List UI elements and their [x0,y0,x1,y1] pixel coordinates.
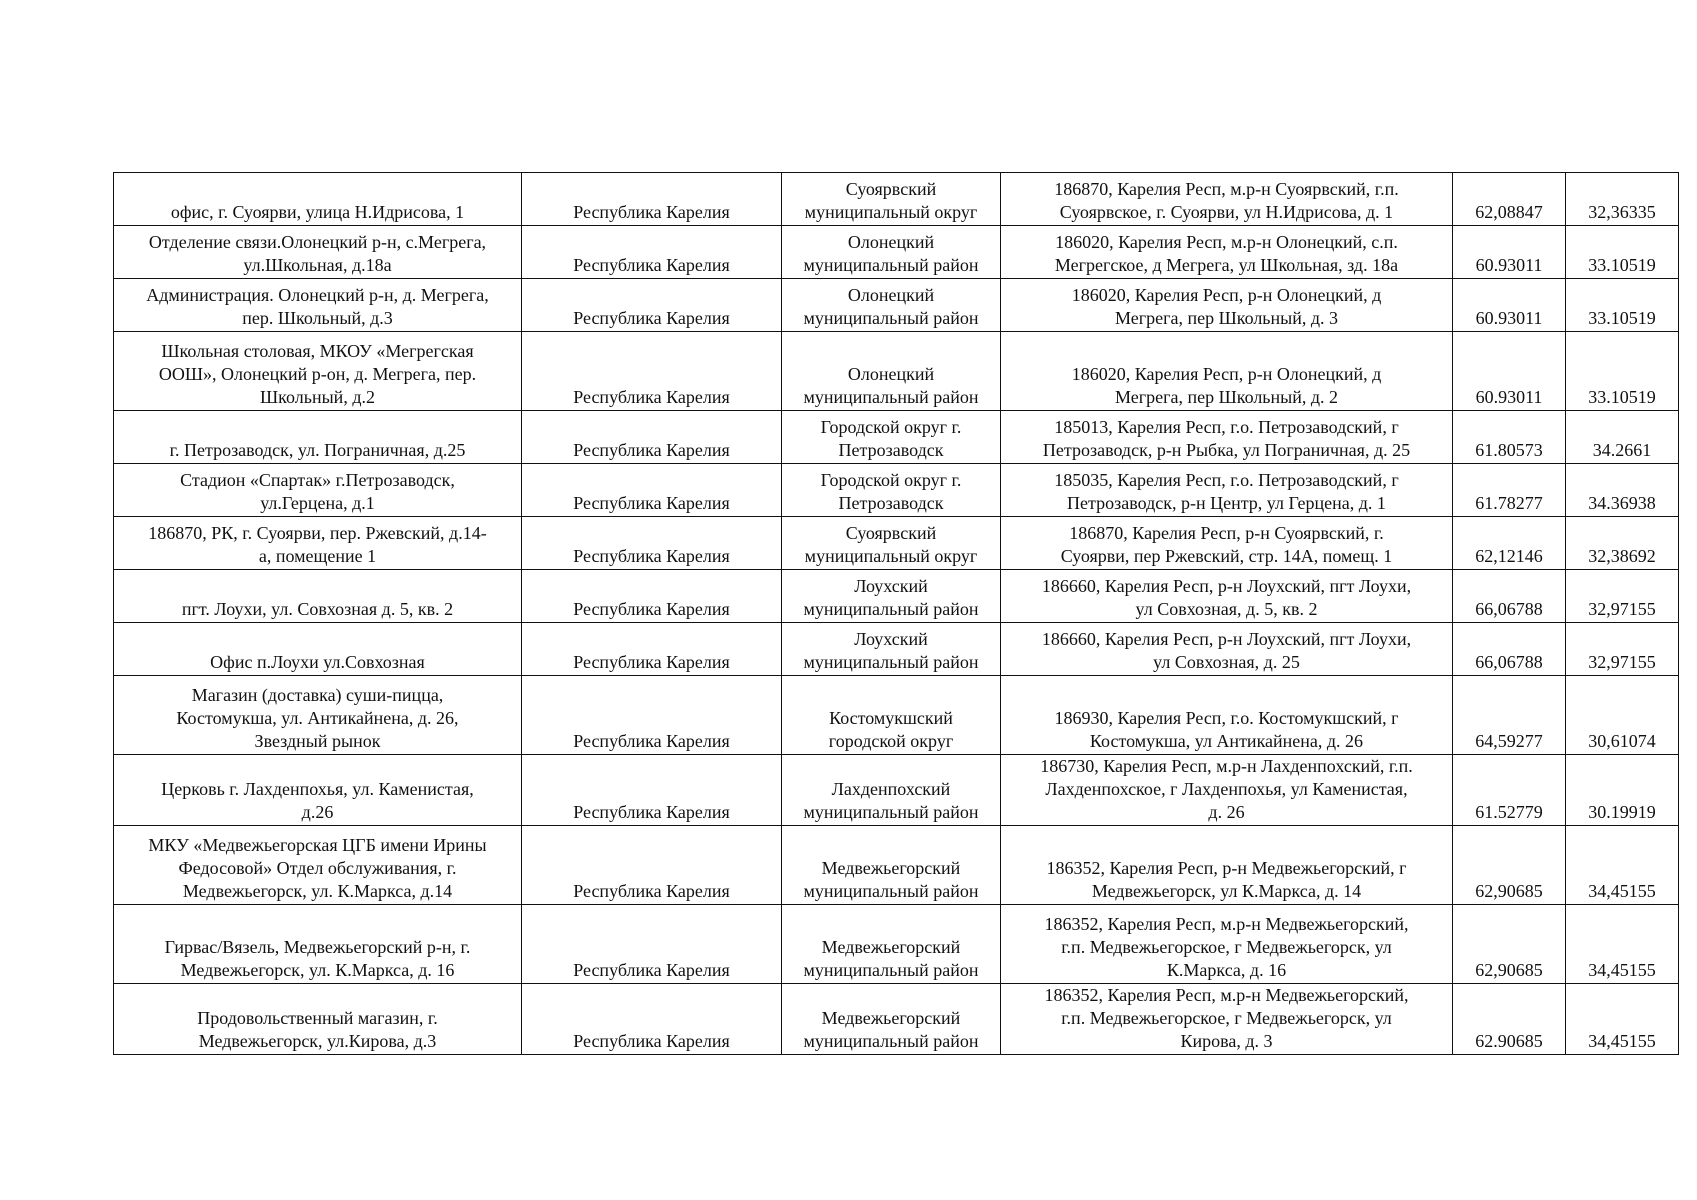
table-row [114,226,1679,279]
cell-line: Магазин (доставка) суши-пицца, [191,685,444,705]
cell-region: Республика Карелия [522,570,782,623]
cell-lon: 32,97155 [1566,570,1679,623]
cell-line: Медвежьегорский [821,1008,961,1028]
cell-line: Городской округ г. [820,417,962,437]
cell-address [1001,623,1453,676]
cell-lon: 30,61074 [1566,676,1679,755]
cell-line: ул Совхозная, д. 5, кв. 2 [1135,599,1318,619]
table-row [114,332,1679,411]
cell-address [1001,905,1453,984]
cell-region: Республика Карелия [522,411,782,464]
cell-line: Лахденпохское, г Лахденпохья, ул Каменистая, [1045,779,1408,799]
cell-place [114,905,522,984]
address-table [113,172,1679,1055]
cell-region: Республика Карелия [522,676,782,755]
cell-line: 186352, Карелия Респ, м.р-н Медвежьегорский, [1044,985,1409,1005]
cell-line: 185035, Карелия Респ, г.о. Петрозаводский, г [1054,470,1399,490]
cell-line: муниципальный район [803,960,979,980]
cell-line: ООШ», Олонецкий р-он, д. Мегрега, пер. [158,364,477,384]
cell-address [1001,226,1453,279]
cell-line: муниципальный район [803,255,979,275]
cell-lat: 62,12146 [1453,517,1566,570]
cell-lat: 60.93011 [1453,332,1566,411]
cell-line: Медвежьегорск, ул К.Маркса, д. 14 [1091,881,1362,901]
cell-region: Республика Карелия [522,332,782,411]
cell-line: Мегрега, пер Школьный, д. 3 [1114,308,1339,328]
cell-lat: 61.78277 [1453,464,1566,517]
cell-line: ул Совхозная, д. 25 [1153,652,1300,672]
cell-lat: 61.80573 [1453,411,1566,464]
cell-address [1001,676,1453,755]
cell-place [114,411,522,464]
cell-line: муниципальный район [803,599,979,619]
cell-municipality [782,905,1001,984]
cell-address [1001,755,1453,826]
table-row [114,173,1679,226]
cell-lat: 62,90685 [1453,826,1566,905]
cell-place [114,826,522,905]
cell-line: Медвежьегорск, ул.Кирова, д.3 [198,1031,437,1051]
cell-municipality [782,570,1001,623]
cell-line: Школьный, д.2 [260,387,375,407]
cell-line: 186660, Карелия Респ, р-н Лоухский, пгт Лоухи, [1041,629,1412,649]
cell-lon: 32,36335 [1566,173,1679,226]
cell-line: Лоухский [854,576,928,596]
cell-municipality [782,984,1001,1055]
cell-address [1001,826,1453,905]
cell-place [114,173,522,226]
cell-line: 186020, Карелия Респ, р-н Олонецкий, д [1071,285,1382,305]
cell-place [114,676,522,755]
table-row [114,279,1679,332]
cell-lon: 34.36938 [1566,464,1679,517]
cell-line: Петрозаводск [838,493,944,513]
cell-lon: 34,45155 [1566,826,1679,905]
cell-region: Республика Карелия [522,984,782,1055]
cell-lon: 32,97155 [1566,623,1679,676]
cell-line: ул.Герцена, д.1 [260,493,375,513]
cell-lon: 32,38692 [1566,517,1679,570]
cell-line: Костомукша, ул Антикайнена, д. 26 [1089,731,1364,751]
cell-place [114,755,522,826]
cell-line: Олонецкий [847,232,935,252]
cell-municipality [782,676,1001,755]
cell-lat: 62,08847 [1453,173,1566,226]
cell-line: 186352, Карелия Респ, р-н Медвежьегорский, г [1046,858,1407,878]
cell-region: Республика Карелия [522,464,782,517]
cell-line: Олонецкий [847,285,935,305]
cell-line: Костомукшский [829,708,953,728]
cell-address [1001,332,1453,411]
cell-line: муниципальный район [803,881,979,901]
cell-line: 186730, Карелия Респ, м.р-н Лахденпохский, г.п. [1040,756,1413,776]
cell-region: Республика Карелия [522,173,782,226]
cell-line: Офис п.Лоухи ул.Совхозная [210,652,425,672]
cell-line: 186020, Карелия Респ, р-н Олонецкий, д [1071,364,1382,384]
cell-line: муниципальный район [803,802,979,822]
cell-line: Медвежьегорский [821,937,961,957]
cell-line: Медвежьегорский [821,858,961,878]
cell-line: Гирвас/Вязель, Медвежьегорский р-н, г. [164,937,471,957]
cell-municipality [782,464,1001,517]
cell-line: Олонецкий [847,364,935,384]
table-body [114,173,1679,1055]
cell-line: Продовольственный магазин, г. [197,1008,438,1028]
cell-lon: 34.2661 [1566,411,1679,464]
cell-lat: 60.93011 [1453,226,1566,279]
cell-lat: 60.93011 [1453,279,1566,332]
cell-municipality [782,279,1001,332]
cell-place [114,332,522,411]
cell-municipality [782,173,1001,226]
cell-lat: 66,06788 [1453,623,1566,676]
cell-region: Республика Карелия [522,755,782,826]
table-row [114,570,1679,623]
table-row [114,464,1679,517]
cell-line: муниципальный район [803,308,979,328]
cell-place [114,226,522,279]
cell-line: Лоухский [854,629,928,649]
cell-line: 186870, РК, г. Суоярви, пер. Ржевский, д.14- [148,523,487,543]
cell-line: муниципальный округ [804,546,978,566]
cell-line: 186870, Карелия Респ, р-н Суоярвский, г. [1069,523,1384,543]
cell-region: Республика Карелия [522,905,782,984]
cell-line: Медвежьегорск, ул. К.Маркса, д.14 [182,881,453,901]
cell-line: Стадион «Спартак» г.Петрозаводск, [180,470,455,490]
cell-line: пер. Школьный, д.3 [242,308,393,328]
cell-line: Городской округ г. [820,470,962,490]
cell-place [114,464,522,517]
cell-lat: 64,59277 [1453,676,1566,755]
cell-line: городской округ [828,731,954,751]
cell-line: 185013, Карелия Респ, г.о. Петрозаводский, г [1054,417,1399,437]
cell-lon: 33.10519 [1566,332,1679,411]
table-row [114,623,1679,676]
table-row [114,676,1679,755]
cell-line: Звездный рынок [254,731,381,751]
cell-line: д.26 [301,802,334,822]
cell-line: МКУ «Медвежьегорская ЦГБ имени Ирины [148,835,487,855]
cell-address [1001,984,1453,1055]
cell-municipality [782,826,1001,905]
cell-line: муниципальный район [803,652,979,672]
cell-lon: 34,45155 [1566,984,1679,1055]
cell-line: Федосовой» Отдел обслуживания, г. [178,858,457,878]
table-row [114,984,1679,1055]
cell-line: Суоярвский [845,179,937,199]
cell-line: Медвежьегорск, ул. К.Маркса, д. 16 [180,960,455,980]
table-row [114,905,1679,984]
table-row [114,755,1679,826]
cell-line: г.п. Медвежьегорское, г Медвежьегорск, ул [1061,1008,1392,1028]
cell-line: Костомукша, ул. Антикайнена, д. 26, [176,708,459,728]
cell-line: 186020, Карелия Респ, м.р-н Олонецкий, с.п. [1055,232,1398,252]
cell-line: г. Петрозаводск, ул. Пограничная, д.25 [169,440,466,460]
cell-region: Республика Карелия [522,826,782,905]
cell-lat: 66,06788 [1453,570,1566,623]
cell-address [1001,173,1453,226]
cell-lat: 62,90685 [1453,905,1566,984]
cell-address [1001,464,1453,517]
cell-line: Петрозаводск, р-н Центр, ул Герцена, д. 1 [1067,493,1386,513]
cell-place [114,279,522,332]
cell-line: Лахденпохский [831,779,951,799]
cell-line: 186660, Карелия Респ, р-н Лоухский, пгт Лоухи, [1041,576,1412,596]
cell-line: Отделение связи.Олонецкий р-н, с.Мегрега, [148,232,487,252]
cell-place [114,984,522,1055]
cell-municipality [782,332,1001,411]
cell-lon: 34,45155 [1566,905,1679,984]
cell-line: д. 26 [1208,802,1245,822]
cell-lon: 33.10519 [1566,226,1679,279]
table-row [114,826,1679,905]
cell-line: г.п. Медвежьегорское, г Медвежьегорск, ул [1061,937,1392,957]
cell-line: Суоярви, пер Ржевский, стр. 14А, помещ. 1 [1060,546,1393,566]
cell-region: Республика Карелия [522,623,782,676]
cell-place [114,623,522,676]
cell-line: офис, г. Суоярви, улица Н.Идрисова, 1 [170,202,465,222]
cell-region: Республика Карелия [522,226,782,279]
cell-municipality [782,517,1001,570]
cell-line: Суоярвский [845,523,937,543]
cell-lat: 62.90685 [1453,984,1566,1055]
cell-line: Суоярвское, г. Суоярви, ул Н.Идрисова, д. 1 [1059,202,1394,222]
cell-line: Мегрега, пер Школьный, д. 2 [1114,387,1339,407]
cell-address [1001,570,1453,623]
cell-line: Церковь г. Лахденпохья, ул. Каменистая, [161,779,474,799]
table-row [114,517,1679,570]
cell-address [1001,279,1453,332]
cell-line: муниципальный район [803,387,979,407]
cell-line: муниципальный район [803,1031,979,1051]
cell-region: Республика Карелия [522,517,782,570]
cell-municipality [782,755,1001,826]
cell-line: 186352, Карелия Респ, м.р-н Медвежьегорский, [1044,914,1409,934]
cell-line: Администрация. Олонецкий р-н, д. Мегрега, [146,285,489,305]
cell-place [114,517,522,570]
cell-line: Петрозаводск, р-н Рыбка, ул Пограничная, д. 25 [1042,440,1411,460]
cell-address [1001,411,1453,464]
cell-line: Школьная столовая, МКОУ «Мегрегская [161,341,474,361]
cell-address [1001,517,1453,570]
table-row [114,411,1679,464]
cell-place [114,570,522,623]
cell-line: Петрозаводск [838,440,944,460]
cell-region: Республика Карелия [522,279,782,332]
cell-line: пгт. Лоухи, ул. Совхозная д. 5, кв. 2 [181,599,454,619]
cell-lon: 30.19919 [1566,755,1679,826]
cell-line: 186870, Карелия Респ, м.р-н Суоярвский, г.п. [1054,179,1399,199]
cell-line: а, помещение 1 [258,546,377,566]
cell-line: Кирова, д. 3 [1180,1031,1273,1051]
cell-municipality [782,623,1001,676]
cell-line: Мегрегское, д Мегрега, ул Школьная, зд. 18а [1054,255,1399,275]
cell-line: муниципальный округ [804,202,978,222]
cell-line: ул.Школьная, д.18а [243,255,392,275]
cell-municipality [782,411,1001,464]
cell-line: К.Маркса, д. 16 [1166,960,1287,980]
cell-lat: 61.52779 [1453,755,1566,826]
cell-lon: 33.10519 [1566,279,1679,332]
cell-municipality [782,226,1001,279]
cell-line: 186930, Карелия Респ, г.о. Костомукшский, г [1054,708,1399,728]
